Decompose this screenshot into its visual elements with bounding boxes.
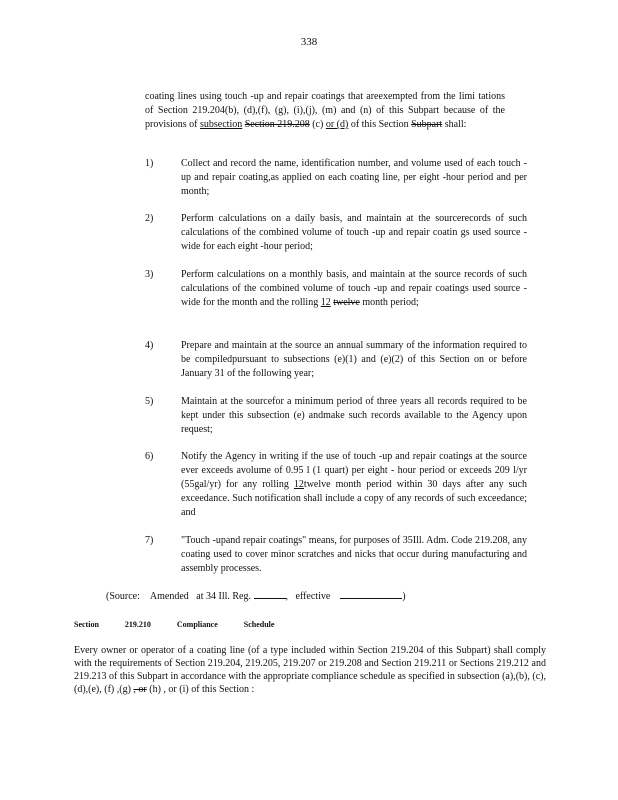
item-text: Collect and record the name, identification number, and volume used of each touch -up and repair coating,as applied on each coating line, per eight -hour period and per month;	[181, 158, 527, 197]
item-text	[181, 450, 527, 520]
source-close: )	[402, 591, 406, 602]
source-register: at 34 Ill. Reg.	[196, 591, 251, 602]
intro-text: (c)	[309, 119, 326, 130]
section-heading	[74, 620, 300, 629]
item-text-part: twelve month period within 30 days after any such exceedance. Such notification shall include a copy of any records of such exceedance; and	[181, 479, 527, 518]
section-number: 219.210	[124, 620, 151, 629]
item-text-part: month period;	[359, 297, 419, 308]
item-text: "Touch -upand repair coatings" means, for purposes of 35Ill. Adm. Code 219.208, any coating used to cover minor scratches and nicks that occur during manufacturing and assembly processes.	[181, 535, 527, 574]
deleted-text: , or	[133, 684, 147, 695]
inserted-text: or (d)	[325, 119, 349, 130]
effective-date-blank	[340, 589, 402, 599]
section-title: Schedule	[243, 620, 275, 629]
inserted-text: subsection	[200, 119, 243, 130]
item-text: Prepare and maintain at the source an annual summary of the information required to be compiledpursuant to subsections (e)(1) and (e)(2) of this Section on or before January 31 of the following year;	[181, 340, 527, 379]
intro-text: coating lines using touch -up and repair coatings that areexempted from the limi tations of Section 219.204(b), (d),(f), (g), (i),(j), (m) and (n) of this Subpart because of the provisions of	[145, 91, 505, 130]
body-text: (h) , or (i) of this Section :	[146, 684, 255, 695]
item-text-part: Perform calculations on a monthly basis, and maintain at the source records of such calculations of the combined volume of touch -up and repair coatings used source -wide for the month and the rolling	[181, 269, 527, 308]
inserted-text: 12	[293, 479, 304, 490]
item-number: 6)	[145, 451, 154, 462]
source-open: (Source:	[106, 591, 140, 602]
item-text	[181, 268, 527, 310]
register-blank	[254, 589, 286, 599]
compliance-paragraph	[74, 644, 546, 696]
item-number: 4)	[145, 340, 154, 351]
item-number: 2)	[145, 213, 154, 224]
source-comma: ,	[285, 591, 288, 602]
source-effective: effective	[295, 591, 331, 602]
section-word: Section	[74, 620, 99, 629]
deleted-text: Subpart	[411, 119, 443, 130]
item-text-part: Notify the Agency in writing if the use of touch -up and repair coatings at the source ever exceeds avolume of 0.95 l (1 quart) per eight - hour period or exceeds 209 l/yr (55gal/yr) for any rolling	[181, 451, 527, 490]
section-title: Compliance	[176, 620, 218, 629]
item-text: Perform calculations on a daily basis, and maintain at the sourcerecords of such calculations of the combined volume of touch -up and repair coatin gs used source -wide for each eight -hour period;	[181, 213, 527, 252]
item-number: 5)	[145, 396, 154, 407]
item-number: 3)	[145, 269, 154, 280]
deleted-text: twelve	[333, 297, 360, 308]
item-number: 1)	[145, 158, 154, 169]
inserted-text: 12	[320, 297, 331, 308]
body-text: Every owner or operator of a coating line (of a type included within Section 219.204 of this Subpart) shall comply with the requirements of Section 219.204, 219.205, 219.207 or 219.208 and Section 219.211 or Sections 219.212 and 219.213 of this Subpart in accordance with the appropriate compliance schedule as specified in subsection (a),(b), (c), (d),(e), (f) ,(g)	[74, 645, 546, 695]
page-number: 338	[300, 36, 318, 48]
deleted-text: Section 219.208	[244, 119, 310, 130]
intro-paragraph	[145, 90, 505, 132]
source-amended: Amended	[149, 591, 189, 602]
intro-text: shall:	[442, 119, 467, 130]
intro-text: of this Section	[348, 119, 412, 130]
item-number: 7)	[145, 535, 154, 546]
item-text: Maintain at the sourcefor a minimum period of three years all records required to be kept under this subsection (e) andmake such records available to the Agency upon request;	[181, 396, 527, 435]
source-note	[106, 589, 406, 602]
